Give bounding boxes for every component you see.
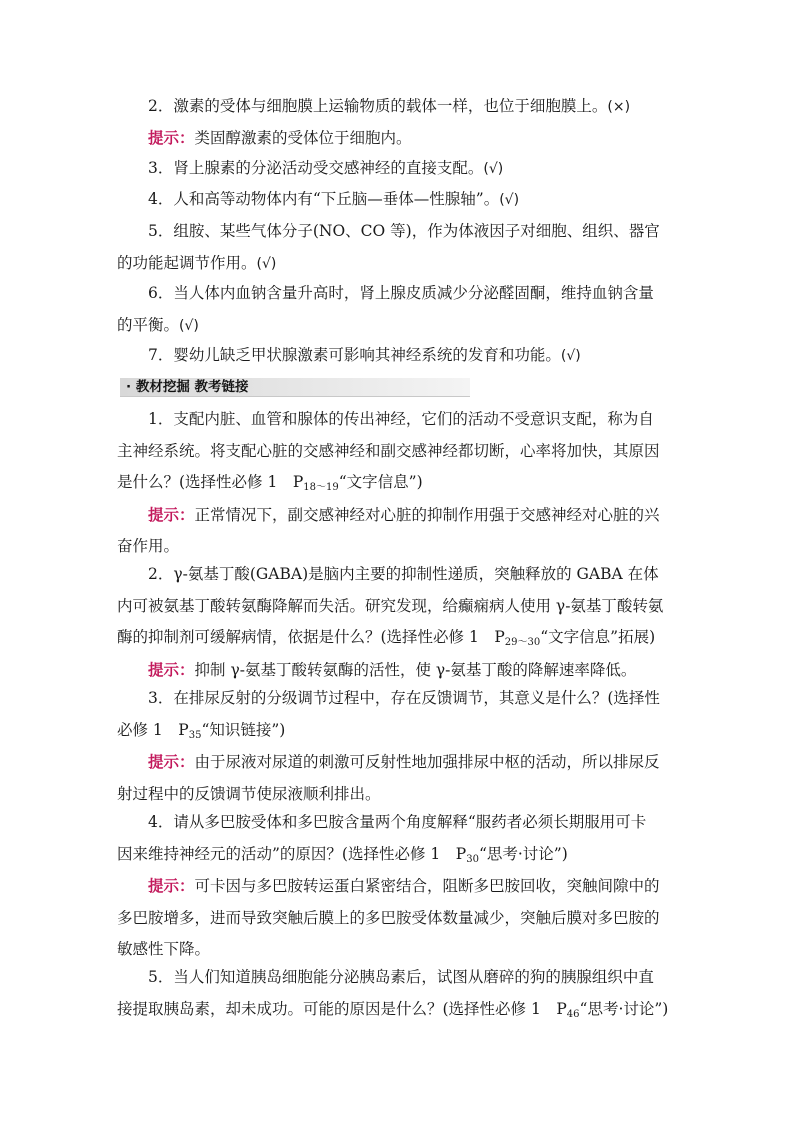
question-text: 主神经系统。将支配心脏的交感神经和副交感神经都切断，心率将加快，其原因 bbox=[117, 441, 660, 460]
question-5 bbox=[117, 962, 677, 1025]
question-source: 酶的抑制剂可缓解病情，依据是什么？(选择性必修 1 $P_{29\sim 30}“$文字信息”拓展) bbox=[117, 628, 656, 648]
question-source: 接提取胰岛素，却未成功。可能的原因是什么？(选择性必修 1 $P_{46}“$思考·讨论”) bbox=[117, 999, 669, 1020]
judge-text: 4．人和高等动物体内有“下丘脑—垂体—性腺轴”。 bbox=[148, 190, 500, 208]
judge-mark: (√) bbox=[483, 161, 504, 177]
judge-text: 5．组胺、某些气体分子(NO、CO 等)，作为体液因子对细胞、组织、器官 bbox=[148, 222, 660, 240]
judge-mark: (×) bbox=[607, 99, 631, 115]
answer: 提示：可卡因与多巴胺转运蛋白紧密结合，阻断多巴胺回收，突触间隙中的 bbox=[148, 876, 660, 895]
question-4 bbox=[117, 807, 677, 966]
question-3 bbox=[117, 683, 677, 810]
question-text: 内可被氨基丁酸转氨酶降解而失活。研究发现，给癫痫病人使用 γ-氨基丁酸转氨 bbox=[117, 596, 664, 615]
judge-item-5 bbox=[117, 216, 677, 280]
answer-text: 多巴胺增多，进而导致突触后膜上的多巴胺受体数量减少，突触后膜对多巴胺的 bbox=[117, 908, 660, 927]
judge-mark: (√) bbox=[256, 255, 277, 272]
judge-text: 的平衡。 bbox=[117, 315, 180, 334]
judge-mark: (√) bbox=[560, 348, 581, 364]
judge-item-6 bbox=[117, 278, 677, 342]
judge-text: 7．婴幼儿缺乏甲状腺激素可影响其神经系统的发育和功能。 bbox=[148, 346, 561, 364]
judge-mark: (√) bbox=[179, 317, 199, 334]
judge-text: 2．激素的受体与细胞膜上运输物质的载体一样，也位于细胞膜上。 bbox=[148, 97, 608, 115]
question-source: 必修 1 $P_{35}“$知识链接”) bbox=[117, 720, 286, 741]
question-1 bbox=[117, 404, 677, 563]
judge-text: 6．当人体内血钠含量升高时，肾上腺皮质减少分泌醛固酮，维持血钠含量 bbox=[148, 284, 654, 302]
hint-label: 提示： bbox=[148, 128, 195, 147]
question-source: 因来维持神经元的活动”的原因？(选择性必修 1 $P_{30}“$思考·讨论”) bbox=[117, 844, 568, 865]
hint-text: 类固醇激素的受体位于细胞内。 bbox=[194, 129, 412, 147]
answer-text: 奋作用。 bbox=[117, 537, 180, 555]
judge-item-3 bbox=[117, 153, 677, 186]
hint-label: 提示： bbox=[148, 659, 195, 679]
section-header: · 教材挖掘 教考链接 bbox=[120, 378, 470, 397]
judge-hint-2 bbox=[117, 122, 677, 155]
judge-text: 的功能起调节作用。 bbox=[117, 253, 257, 272]
answer-text: 敏感性下降。 bbox=[117, 940, 211, 958]
judge-text: 3．肾上腺素的分泌活动受交感神经的直接支配。 bbox=[148, 159, 484, 177]
hint-label: 提示： bbox=[148, 876, 195, 895]
judge-item-7 bbox=[117, 340, 677, 373]
question-text: 2．γ-氨基丁酸(GABA)是脑内主要的抑制性递质，突触释放的 GABA 在体 bbox=[148, 565, 659, 583]
hint-label: 提示： bbox=[148, 752, 195, 771]
hint-label: 提示： bbox=[148, 504, 195, 524]
answer-text: 射过程中的反馈调节使尿液顺利排出。 bbox=[117, 784, 381, 803]
judge-mark: (√) bbox=[499, 192, 520, 208]
judge-item-2 bbox=[117, 91, 677, 124]
question-2 bbox=[117, 559, 677, 686]
answer: 提示：由于尿液对尿道的刺激可反射性地加强排尿中枢的活动，所以排尿反 bbox=[148, 752, 660, 771]
answer: 提示：抑制 γ-氨基丁酸转氨酶的活性，使 γ-氨基丁酸的降解速率降低。 bbox=[148, 659, 637, 679]
judge-item-4 bbox=[117, 184, 677, 217]
question-text: 1．支配内脏、血管和腺体的传出神经，它们的活动不受意识支配，称为自 bbox=[148, 410, 654, 428]
answer: 提示：正常情况下，副交感神经对心脏的抑制作用强于交感神经对心脏的兴 bbox=[148, 504, 660, 524]
question-text: 5．当人们知道胰岛细胞能分泌胰岛素后，试图从磨碎的狗的胰腺组织中直 bbox=[148, 968, 654, 986]
question-text: 4．请从多巴胺受体和多巴胺含量两个角度解释“服药者必须长期服用可卡 bbox=[148, 813, 647, 831]
question-text: 3．在排尿反射的分级调节过程中，存在反馈调节，其意义是什么？(选择性 bbox=[148, 689, 660, 707]
question-source: 是什么？(选择性必修 1 $P_{18\sim 19}“$文字信息”) bbox=[117, 473, 423, 493]
